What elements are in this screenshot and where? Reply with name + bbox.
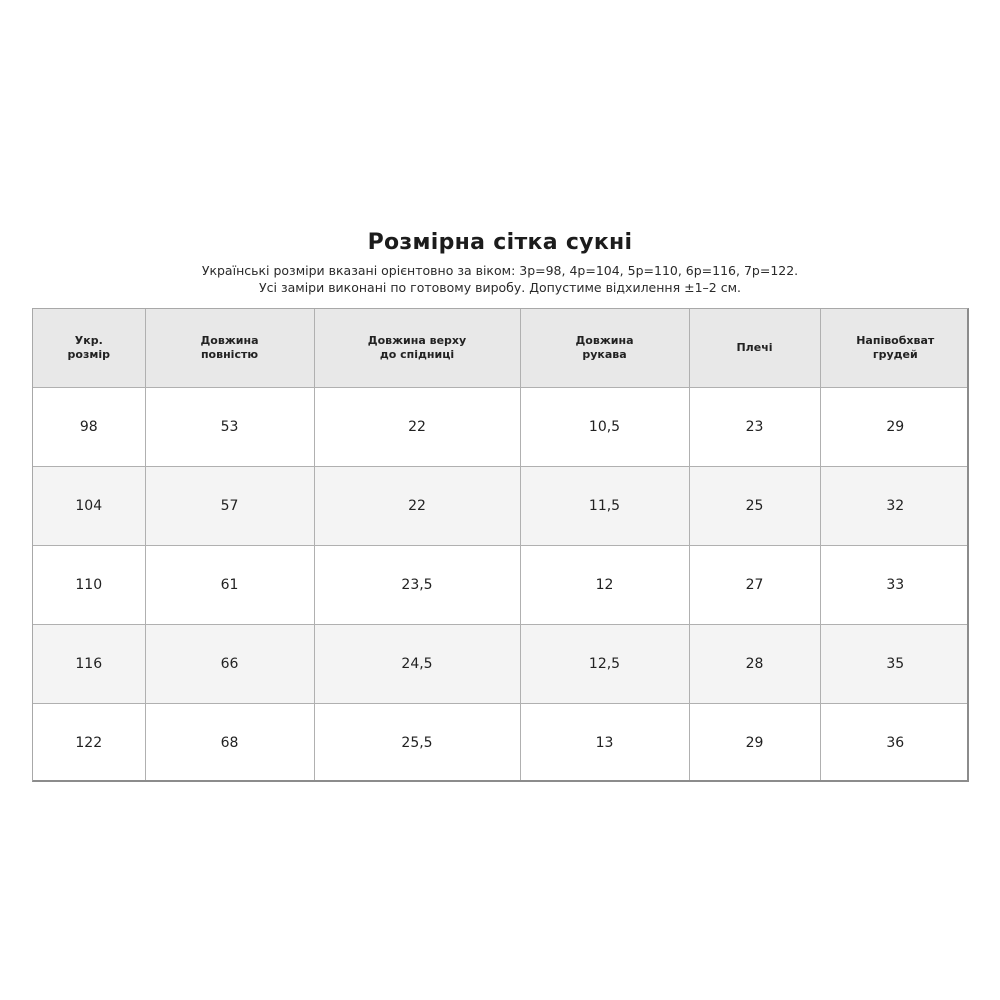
table-row (33, 467, 969, 546)
cell-sleeve-length: 13 (520, 704, 689, 783)
cell-top-length: 22 (314, 388, 520, 467)
cell-half-chest: 36 (820, 704, 969, 783)
cell-full-length: 53 (145, 388, 314, 467)
cell-ukr-size: 110 (33, 546, 145, 625)
size-chart-table (33, 309, 969, 782)
page-title: Розмірна сітка сукні (367, 230, 633, 255)
subtitle-line-2: Усі заміри виконані по готовому виробу. Допустиме відхилення ±1–2 см. (259, 280, 741, 295)
cell-full-length: 57 (145, 467, 314, 546)
table-row (33, 704, 969, 783)
cell-sleeve-length: 10,5 (520, 388, 689, 467)
cell-top-length: 22 (314, 467, 520, 546)
header-full-length: Довжина повністю (145, 309, 314, 388)
cell-half-chest: 29 (820, 388, 969, 467)
cell-full-length: 66 (145, 625, 314, 704)
cell-top-length: 25,5 (314, 704, 520, 783)
cell-full-length: 68 (145, 704, 314, 783)
cell-shoulders: 23 (689, 388, 820, 467)
table-header-row (33, 309, 969, 388)
cell-top-length: 24,5 (314, 625, 520, 704)
cell-sleeve-length: 12 (520, 546, 689, 625)
header-shoulders: Плечі (689, 309, 820, 388)
cell-shoulders: 27 (689, 546, 820, 625)
cell-sleeve-length: 11,5 (520, 467, 689, 546)
table-row (33, 625, 969, 704)
header-half-chest: Напівобхват грудей (820, 309, 969, 388)
header-ukr-size: Укр. розмір (33, 309, 145, 388)
cell-ukr-size: 122 (33, 704, 145, 783)
cell-top-length: 23,5 (314, 546, 520, 625)
cell-half-chest: 33 (820, 546, 969, 625)
header-sleeve-length: Довжина рукава (520, 309, 689, 388)
cell-half-chest: 35 (820, 625, 969, 704)
subtitle-line-1: Українські розміри вказані орієнтовно за віком: 3р=98, 4р=104, 5р=110, 6р=116, 7р=122. (201, 263, 799, 278)
table-row (33, 388, 969, 467)
cell-sleeve-length: 12,5 (520, 625, 689, 704)
header-top-length: Довжина верху до спідниці (314, 309, 520, 388)
cell-shoulders: 28 (689, 625, 820, 704)
cell-ukr-size: 104 (33, 467, 145, 546)
size-chart-table-container (32, 308, 969, 782)
cell-shoulders: 25 (689, 467, 820, 546)
cell-ukr-size: 116 (33, 625, 145, 704)
table-row (33, 546, 969, 625)
cell-full-length: 61 (145, 546, 314, 625)
cell-shoulders: 29 (689, 704, 820, 783)
cell-ukr-size: 98 (33, 388, 145, 467)
cell-half-chest: 32 (820, 467, 969, 546)
